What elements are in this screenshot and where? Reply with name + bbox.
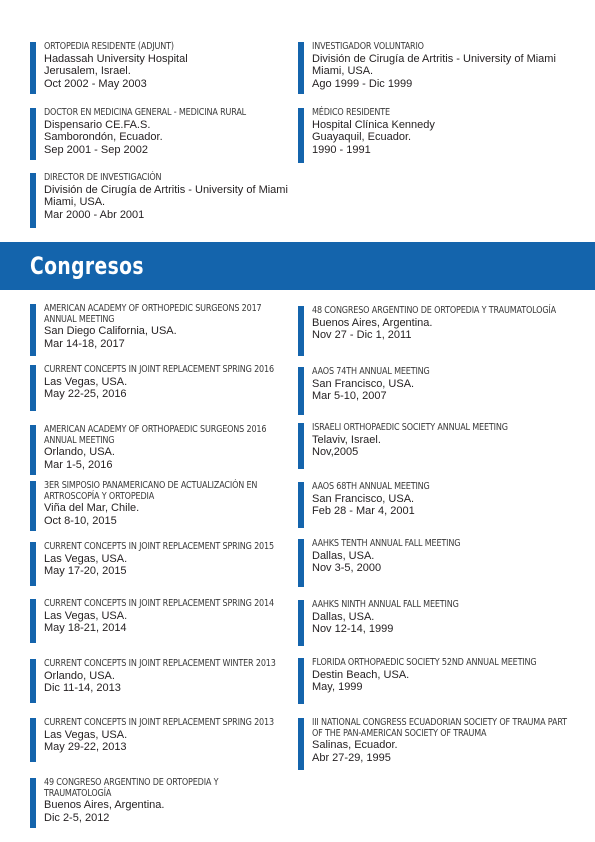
- entry-location: Miami, USA.: [44, 196, 106, 208]
- section-title: Congresos: [30, 252, 144, 280]
- entry-title: 48 CONGRESO ARGENTINO DE ORTOPEDIA Y TRAUMATOLOGÍA: [312, 305, 556, 316]
- entry-location: San Francisco, USA.: [312, 377, 415, 390]
- experience-entry: [30, 42, 280, 94]
- entry-title: ISRAELI ORTHOPAEDIC SOCIETY ANNUAL MEETING: [312, 422, 508, 433]
- entry-date: Dic 11-14, 2013: [44, 682, 121, 694]
- entry-date: May 17-20, 2015: [44, 565, 127, 577]
- entry-date: 1990 - 1991: [312, 143, 371, 156]
- entry-institution: División de Cirugía de Artritis - University of Miami: [44, 183, 288, 196]
- congress-entry: [298, 600, 558, 646]
- congress-entry: [298, 658, 568, 704]
- congress-entry: [30, 778, 280, 828]
- entry-title: AAOS 68TH ANNUAL MEETING: [312, 481, 430, 492]
- entry-date: Dic 2-5, 2012: [44, 811, 110, 824]
- entry-title: CURRENT CONCEPTS IN JOINT REPLACEMENT SPRING 2015: [44, 541, 274, 552]
- experience-entry: [298, 42, 578, 94]
- entry-title: AAHKS NINTH ANNUAL FALL MEETING: [312, 599, 459, 610]
- entry-title: FLORIDA ORTHOPAEDIC SOCIETY 52ND ANNUAL MEETING: [312, 657, 537, 668]
- entry-title: MÉDICO RESIDENTE: [312, 107, 390, 118]
- congress-entry: [30, 659, 280, 703]
- experience-entry: [298, 108, 578, 163]
- section-banner: [0, 242, 595, 290]
- entry-title: DOCTOR EN MEDICINA GENERAL - MEDICINA RURAL: [44, 107, 246, 118]
- entry-title: III NATIONAL CONGRESS ECUADORIAN SOCIETY OF TRAUMA PART OF THE PAN-AMERICAN SOCIETY OF TRAUMA: [312, 717, 567, 739]
- congress-entry: [298, 482, 558, 528]
- entry-date: Mar 1-5, 2016: [44, 458, 113, 471]
- entry-title: CURRENT CONCEPTS IN JOINT REPLACEMENT SPRING 2014: [44, 598, 274, 609]
- entry-location: San Diego California, USA.: [44, 325, 177, 337]
- entry-title: AAHKS TENTH ANNUAL FALL MEETING: [312, 538, 461, 549]
- entry-institution: Hadassah University Hospital: [44, 52, 188, 65]
- entry-date: May, 1999: [312, 681, 363, 693]
- experience-entry: [30, 172, 288, 228]
- entry-title: DIRECTOR DE INVESTIGACIÓN: [44, 172, 162, 183]
- entry-date: Mar 14-18, 2017: [44, 337, 125, 350]
- entry-location: Las Vegas, USA.: [44, 552, 128, 565]
- entry-institution: División de Cirugía de Artritis - University of Miami: [312, 52, 556, 65]
- entry-date: May 29-22, 2013: [44, 741, 127, 753]
- congress-entry: [30, 542, 280, 586]
- congress-entry: [30, 304, 280, 356]
- entry-location: Salinas, Ecuador.: [312, 739, 398, 751]
- entry-date: Oct 2002 - May 2003: [44, 77, 147, 90]
- congress-entry: [30, 599, 280, 643]
- entry-location: Dallas, USA.: [312, 549, 375, 562]
- experience-entry: [30, 108, 280, 160]
- entry-title: INVESTIGADOR VOLUNTARIO: [312, 41, 424, 52]
- congress-entry: [30, 425, 280, 475]
- entry-location: Guayaquil, Ecuador.: [312, 131, 412, 143]
- entry-date: Oct 8-10, 2015: [44, 514, 117, 527]
- entry-institution: Dispensario CE.FA.S.: [44, 118, 151, 131]
- entry-location: Miami, USA.: [312, 65, 374, 77]
- entry-date: Abr 27-29, 1995: [312, 751, 391, 764]
- entry-date: Sep 2001 - Sep 2002: [44, 143, 148, 156]
- congress-entry: [298, 718, 568, 770]
- entry-location: Orlando, USA.: [44, 446, 115, 458]
- entry-date: May 22-25, 2016: [44, 388, 127, 400]
- entry-title: ORTOPEDIA RESIDENTE (ADJUNT): [44, 41, 174, 52]
- entry-date: Mar 5-10, 2007: [312, 390, 387, 402]
- entry-location: San Francisco, USA.: [312, 492, 415, 505]
- entry-location: Las Vegas, USA.: [44, 728, 128, 741]
- entry-location: Destin Beach, USA.: [312, 668, 410, 681]
- congress-entry: [298, 306, 558, 356]
- entry-location: Viña del Mar, Chile.: [44, 502, 140, 514]
- congress-entry: [30, 365, 280, 411]
- entry-location: Samborondón, Ecuador.: [44, 131, 163, 143]
- entry-location: Telaviv, Israel.: [312, 433, 381, 446]
- congress-entry: [298, 423, 558, 469]
- entry-date: Nov,2005: [312, 446, 359, 458]
- entry-location: Las Vegas, USA.: [44, 375, 128, 388]
- entry-title: CURRENT CONCEPTS IN JOINT REPLACEMENT SPRING 2016: [44, 364, 274, 375]
- entry-location: Dallas, USA.: [312, 610, 375, 623]
- entry-title: AMERICAN ACADEMY OF ORTHOPAEDIC SURGEONS 2016 ANNUAL MEETING: [44, 424, 267, 446]
- entry-title: AMERICAN ACADEMY OF ORTHOPEDIC SURGEONS 2017 ANNUAL MEETING: [44, 303, 262, 325]
- entry-location: Buenos Aires, Argentina.: [312, 316, 433, 329]
- entry-title: 3ER SIMPOSIO PANAMERICANO DE ACTUALIZACIÓN EN ARTROSCOPÍA Y ORTOPEDIA: [44, 480, 258, 502]
- entry-date: Feb 28 - Mar 4, 2001: [312, 505, 415, 517]
- entry-date: Ago 1999 - Dic 1999: [312, 77, 413, 90]
- entry-location: Las Vegas, USA.: [44, 609, 128, 622]
- entry-title: 49 CONGRESO ARGENTINO DE ORTOPEDIA Y TRAUMATOLOGÍA: [44, 777, 219, 799]
- entry-date: Mar 2000 - Abr 2001: [44, 208, 145, 221]
- entry-date: May 18-21, 2014: [44, 622, 127, 634]
- entry-location: Orlando, USA.: [44, 669, 115, 682]
- entry-title: AAOS 74TH ANNUAL MEETING: [312, 366, 430, 377]
- entry-title: CURRENT CONCEPTS IN JOINT REPLACEMENT WINTER 2013: [44, 658, 276, 669]
- entry-institution: Hospital Clínica Kennedy: [312, 118, 435, 131]
- entry-date: Nov 12-14, 1999: [312, 623, 394, 635]
- congress-entry: [30, 481, 280, 531]
- entry-title: CURRENT CONCEPTS IN JOINT REPLACEMENT SPRING 2013: [44, 717, 274, 728]
- entry-date: Nov 27 - Dic 1, 2011: [312, 329, 412, 341]
- entry-location: Buenos Aires, Argentina.: [44, 799, 165, 811]
- entry-location: Jerusalem, Israel.: [44, 65, 131, 77]
- congress-entry: [298, 539, 558, 587]
- entry-date: Nov 3-5, 2000: [312, 562, 382, 574]
- congress-entry: [30, 718, 280, 762]
- congress-entry: [298, 367, 558, 415]
